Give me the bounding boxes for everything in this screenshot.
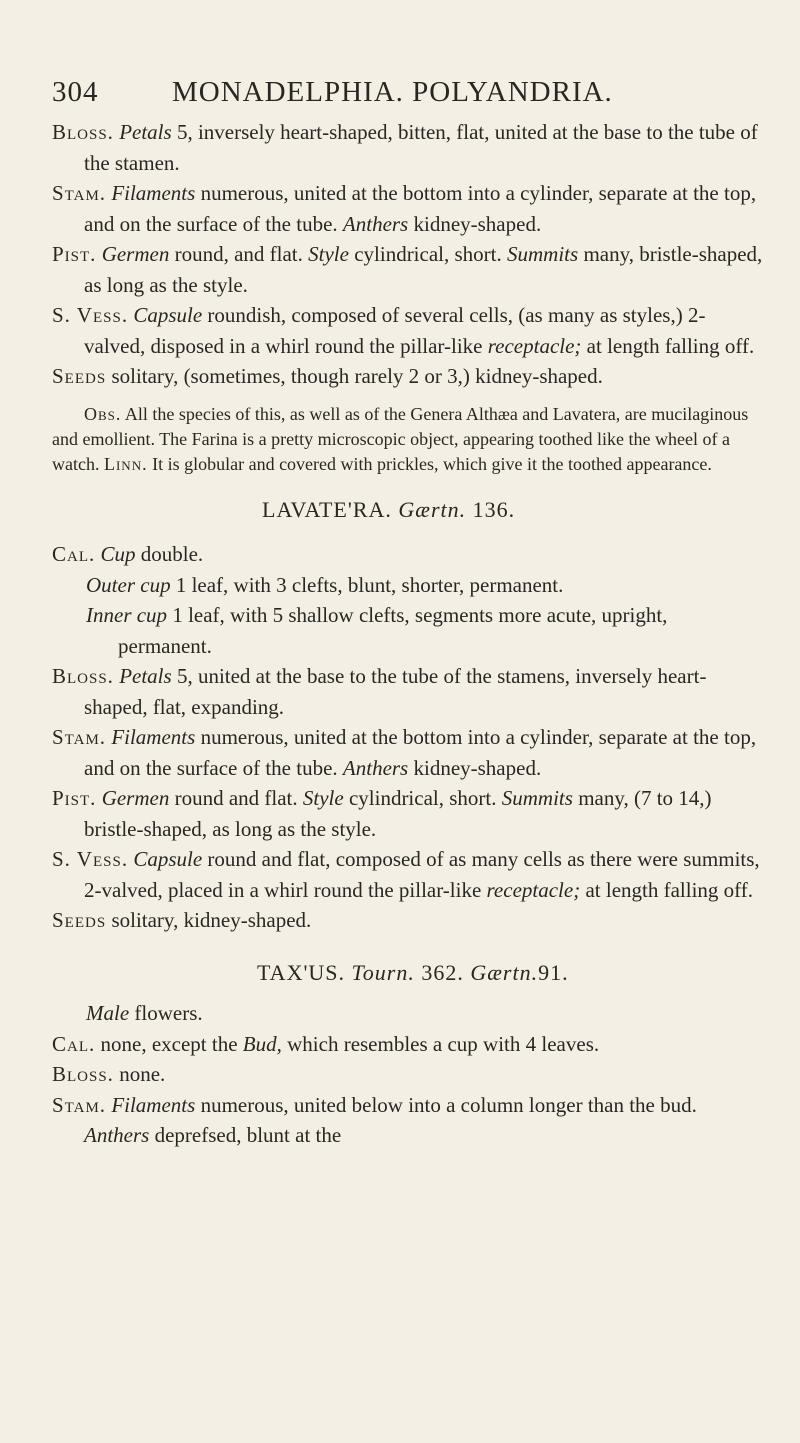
- observation-note: Obs. All the species of this, as well as of the Genera Althæa and Lavatera, are mucilaginous and emollient. The Farina is a pretty microscopic object, appearing toothed like the wheel of a watch. Linn. It is globular and covered with prickles, which give it the toothed appearance.: [52, 403, 749, 474]
- page-header: [52, 76, 752, 109]
- page-body: [52, 117, 764, 1151]
- tax-bloss: Bloss. none.: [52, 1062, 166, 1086]
- lav-pist: Pist. Germen round and flat. Style cylindrical, short. Summits many, (7 to 14,) bristle-shaped, as long as the style.: [52, 786, 712, 841]
- entry-seeds: Seeds solitary, (sometimes, though rarely 2 or 3,) kidney-shaped.: [52, 364, 603, 388]
- entry-bloss: Bloss. Petals 5, inversely heart-shaped, bitten, flat, united at the base to the tube of the stamen.: [52, 120, 758, 175]
- lav-outer-cup: Outer cup 1 leaf, with 3 clefts, blunt, shorter, permanent.: [86, 572, 564, 597]
- lav-bloss: Bloss. Petals 5, united at the base to the tube of the stamens, inversely heart-shaped, flat, expanding.: [52, 664, 707, 719]
- entry-vess: S. Vess. Capsule roundish, composed of several cells, (as many as styles,) 2-valved, disposed in a whirl round the pillar-like receptacle; at length falling off.: [52, 303, 755, 358]
- tax-cal: Cal. none, except the Bud, which resembles a cup with 4 leaves.: [52, 1031, 600, 1056]
- lav-vess: S. Vess. Capsule round and flat, composed of as many cells as there were summits, 2-valved, placed in a whirl round the pillar-like receptacle; at length falling off.: [52, 847, 760, 902]
- genus-heading-lavatera: LAVATE'RA. Gærtn. 136.: [262, 496, 516, 522]
- lav-inner-cup: Inner cup 1 leaf, with 5 shallow clefts, segments more acute, upright, permanent.: [86, 603, 668, 658]
- entry-stam: Stam. Filaments numerous, united at the bottom into a cylinder, separate at the top, and on the surface of the tube. Anthers kidney-shaped.: [52, 181, 757, 236]
- page-number: 304: [52, 76, 99, 108]
- lav-cal: Cal. Cup double.: [52, 542, 204, 566]
- running-title: MONADELPHIA. POLYANDRIA.: [172, 76, 613, 108]
- tax-male: Male flowers.: [86, 1001, 203, 1025]
- lav-seeds: Seeds solitary, kidney-shaped.: [52, 908, 312, 932]
- entry-pist: Pist. Germen round, and flat. Style cylindrical, short. Summits many, bristle-shaped, as long as the style.: [52, 242, 763, 297]
- lav-stam: Stam. Filaments numerous, united at the bottom into a cylinder, separate at the top, and on the surface of the tube. Anthers kidney-shaped.: [52, 725, 757, 780]
- tax-stam: Stam. Filaments numerous, united below into a column longer than the bud. Anthers deprefsed, blunt at the: [52, 1092, 697, 1147]
- genus-heading-taxus: TAX'US. Tourn. 362. Gærtn.91.: [257, 959, 569, 985]
